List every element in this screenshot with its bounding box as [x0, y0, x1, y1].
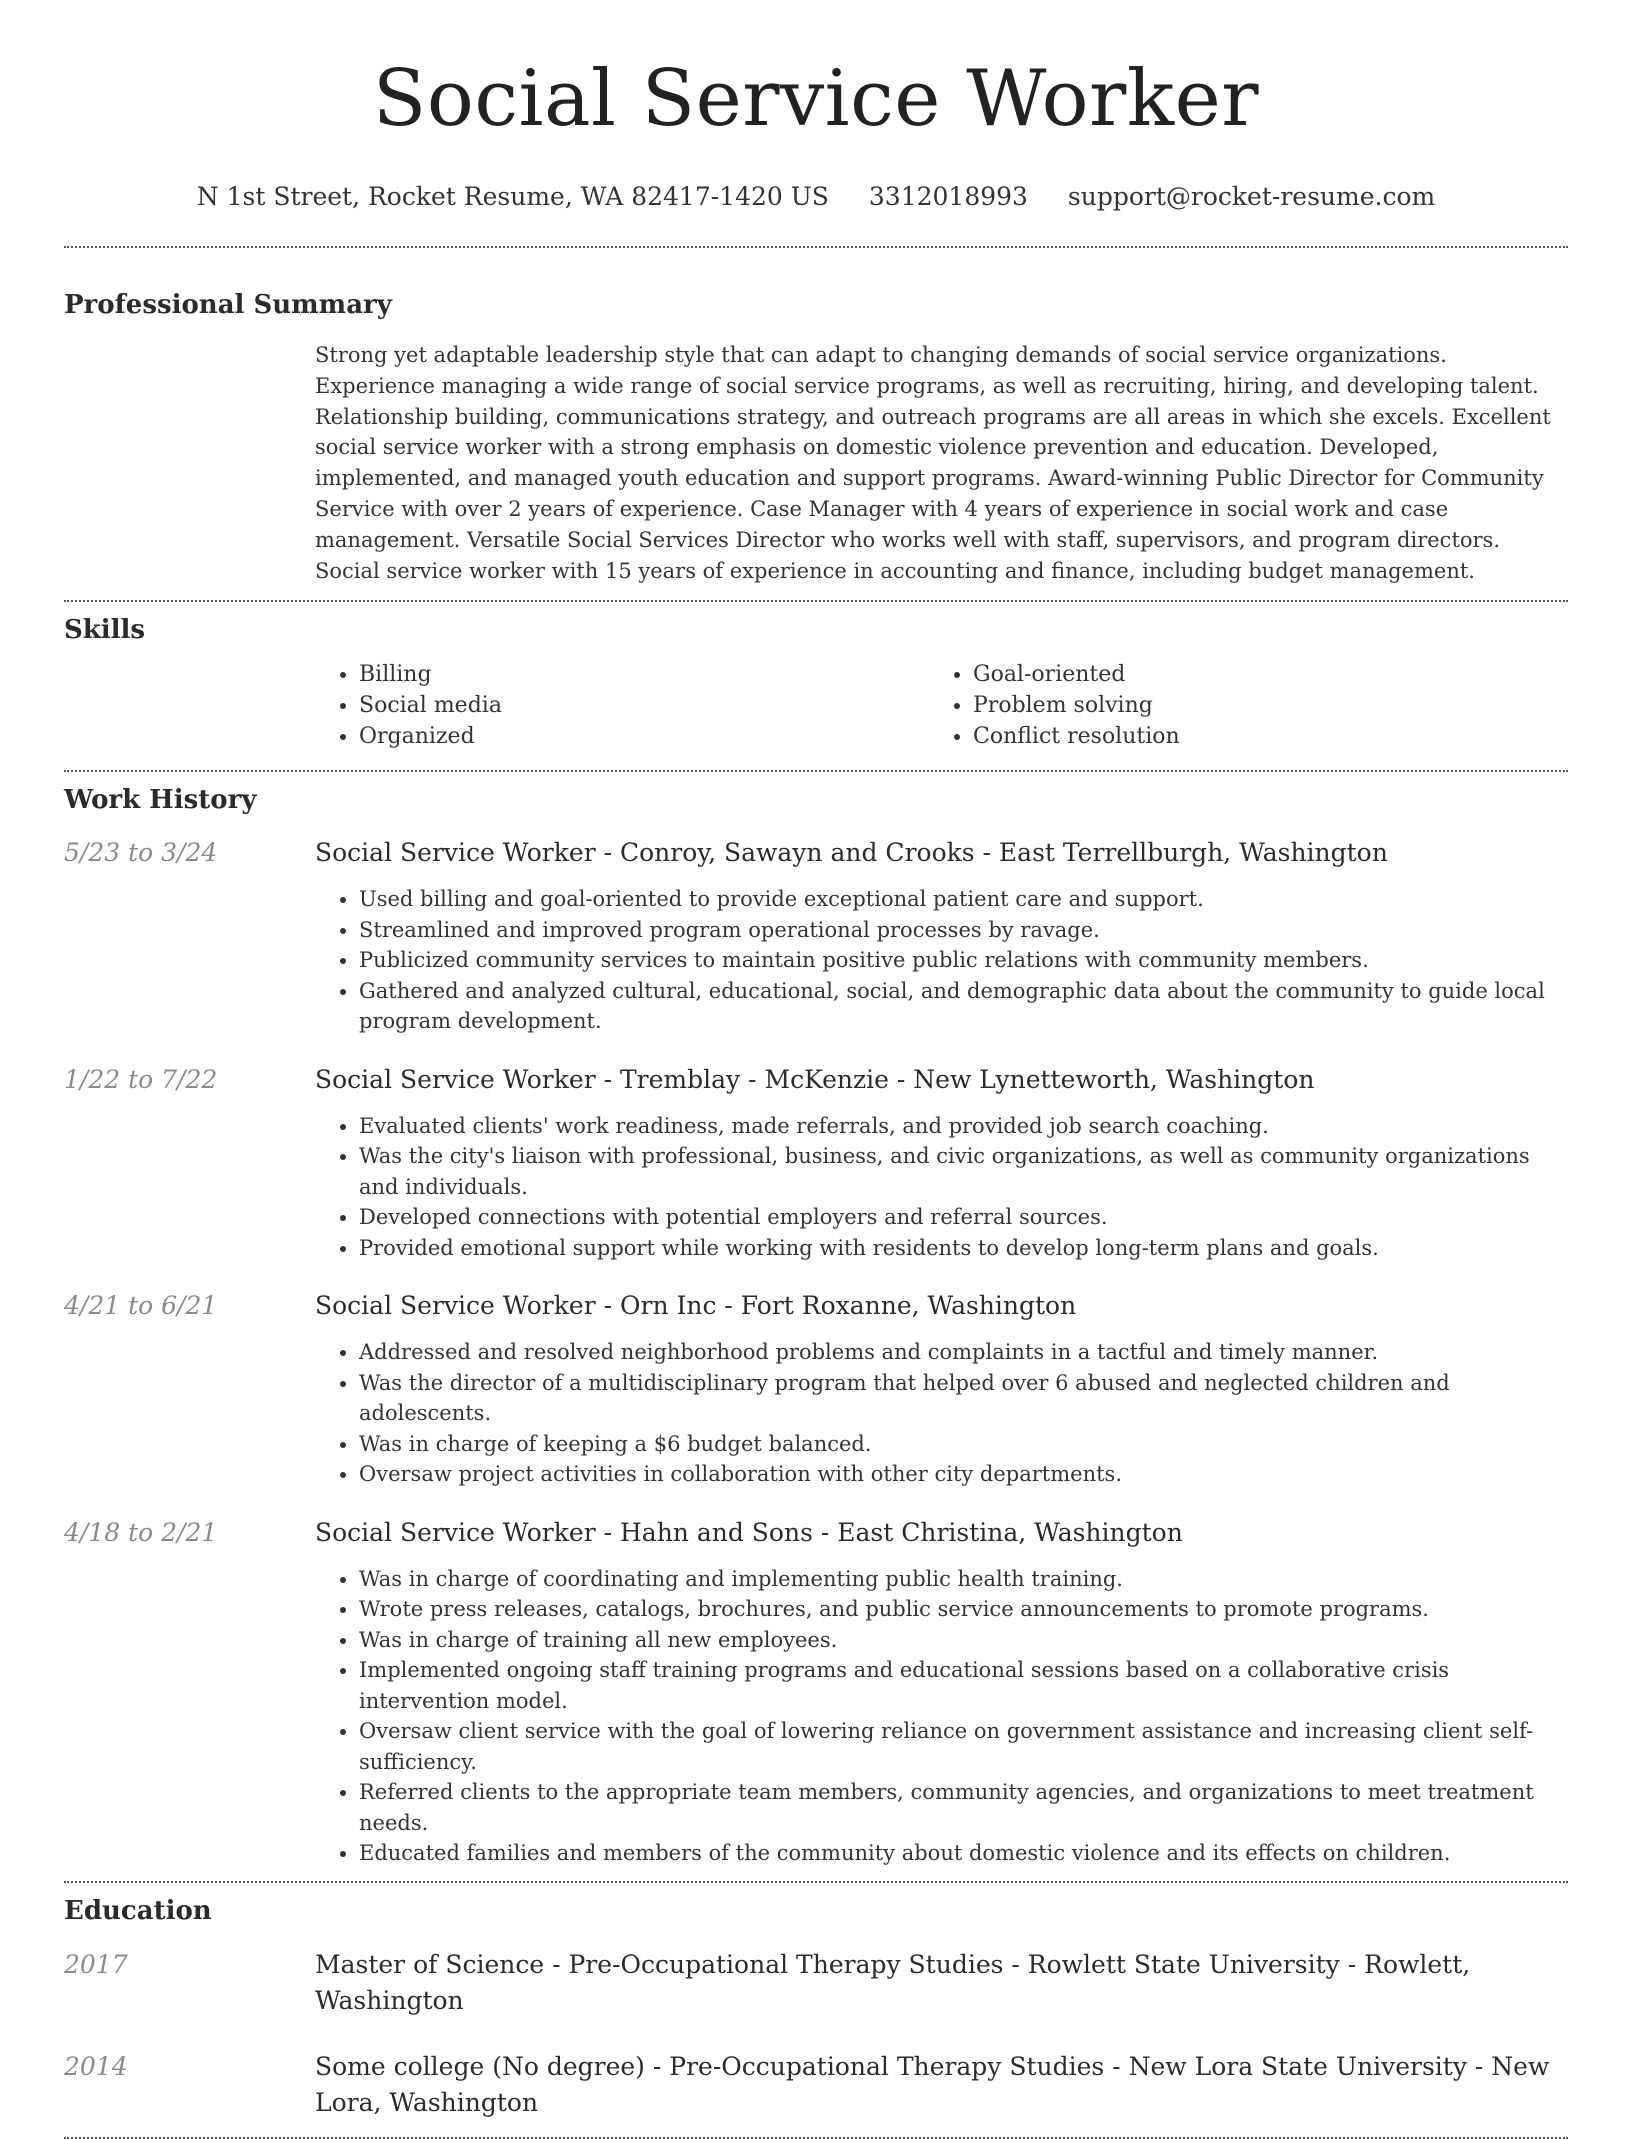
job-dates: 1/22 to 7/22 [64, 1064, 218, 1094]
job-bullet: • Streamlined and improved program operational processes by ravage. [359, 915, 1568, 946]
job-bullet: • Oversaw project activities in collaboration with other city departments. [359, 1459, 1568, 1490]
job-bullet: • Developed connections with potential employers and referral sources. [359, 1202, 1568, 1233]
education-title-text: Some college (No degree) - Pre-Occupational Therapy Studies - New Lora State University - New Lora, Washington [315, 2051, 1550, 2117]
contact-phone: 3312018993 [868, 182, 1028, 211]
job-entry [64, 836, 1568, 1037]
job-dates: 4/21 to 6/21 [64, 1291, 218, 1321]
education-title: Education [64, 1895, 212, 1926]
education-section [64, 1895, 1568, 2121]
job-title: Social Service Worker - Orn Inc - Fort Roxanne, Washington [315, 1291, 1077, 1321]
contact-address: N 1st Street, Rocket Resume, WA 82417-1420 US [196, 182, 829, 211]
job-bullet: • Wrote press releases, catalogs, brochures, and public service announcements to promote programs. [359, 1594, 1568, 1625]
job-bullet: • Was in charge of keeping a $6 budget balanced. [359, 1429, 1568, 1460]
job-bullets [315, 1564, 1568, 1869]
job-bullet: • Implemented ongoing staff training programs and educational sessions based on a collaborative crisis intervention model. [359, 1655, 1568, 1716]
job-bullet: • Was the city's liaison with professional, business, and civic organizations, as well as community organizations and individuals. [359, 1141, 1568, 1202]
job-entry [64, 1063, 1568, 1264]
summary-section [64, 289, 1568, 586]
work-history-title: Work History [64, 785, 257, 816]
job-dates: 4/18 to 2/21 [64, 1517, 218, 1547]
job-title: Social Service Worker - Tremblay - McKenzie - New Lynetteworth, Washington [315, 1064, 1315, 1094]
job-bullet: • Evaluated clients' work readiness, made referrals, and provided job search coaching. [359, 1111, 1568, 1142]
job-bullet: • Gathered and analyzed cultural, educational, social, and demographic data about the community to guide local program development. [359, 976, 1568, 1037]
job-bullet: • Was in charge of training all new employees. [359, 1625, 1568, 1656]
education-year: 2014 [64, 2051, 128, 2081]
job-bullet: • Was in charge of coordinating and implementing public health training. [359, 1564, 1568, 1595]
divider [64, 1881, 1568, 1883]
summary-title: Professional Summary [64, 290, 392, 320]
resume-name: Social Service Worker [372, 54, 1260, 144]
skills-section [64, 614, 1568, 752]
job-bullet: • Used billing and goal-oriented to provide exceptional patient care and support. [359, 884, 1568, 915]
skill-item: • Billing [359, 659, 929, 690]
skills-column-left [315, 659, 929, 752]
divider [64, 770, 1568, 772]
skills-column-right [929, 659, 1543, 752]
summary-text: Strong yet adaptable leadership style that can adapt to changing demands of social service organizations. Experience managing a wide range of social service programs, as well as recruiting, hiring, and developing talent. Relationship building, communications strategy, and outreach programs are all areas in which she excels. Excellent social service worker with a strong emphasis on domestic violence prevention and education. Developed, implemented, and managed youth education and support programs. Award-winning Public Director for Community Service with over 2 years of experience. Case Manager with 4 years of experience in social work and case management. Versatile Social Services Director who works well with staff, supervisors, and program directors. Social service worker with 15 years of experience in accounting and finance, including budget management. [315, 343, 1551, 583]
contact-email: support@rocket-resume.com [1067, 182, 1436, 211]
job-bullet: • Publicized community services to maintain positive public relations with community members. [359, 945, 1568, 976]
contact-line [64, 182, 1568, 212]
skills-title: Skills [64, 615, 146, 646]
skill-item: • Goal-oriented [973, 659, 1543, 690]
divider [64, 246, 1568, 248]
job-bullet: • Oversaw client service with the goal of lowering reliance on government assistance and increasing client self-sufficiency. [359, 1716, 1568, 1777]
job-entry [64, 1516, 1568, 1869]
job-dates: 5/23 to 3/24 [64, 838, 218, 868]
education-title-text: Master of Science - Pre-Occupational Therapy Studies - Rowlett State University - Rowlett, Washington [315, 1949, 1471, 2015]
job-title: Social Service Worker - Conroy, Sawayn and Crooks - East Terrellburgh, Washington [315, 838, 1388, 868]
job-entry [64, 1289, 1568, 1490]
education-entry [64, 2049, 1568, 2121]
job-bullet: • Provided emotional support while working with residents to develop long-term plans and goals. [359, 1233, 1568, 1264]
skill-item: • Organized [359, 721, 929, 752]
divider [64, 600, 1568, 602]
education-entry [64, 1947, 1568, 2019]
job-bullet: • Addressed and resolved neighborhood problems and complaints in a tactful and timely manner. [359, 1337, 1568, 1368]
skills-list [315, 659, 1568, 752]
skill-item: • Problem solving [973, 690, 1543, 721]
job-title: Social Service Worker - Hahn and Sons - East Christina, Washington [315, 1517, 1183, 1547]
skill-item: • Conflict resolution [973, 721, 1543, 752]
job-bullet: • Educated families and members of the community about domestic violence and its effects on children. [359, 1838, 1568, 1869]
work-history-section [64, 784, 1568, 1869]
job-bullets [315, 1111, 1568, 1264]
education-year: 2017 [64, 1949, 128, 1979]
job-bullets [315, 1337, 1568, 1490]
job-bullet: • Referred clients to the appropriate team members, community agencies, and organizations to meet treatment needs. [359, 1777, 1568, 1838]
job-bullet: • Was the director of a multidisciplinary program that helped over 6 abused and neglected children and adolescents. [359, 1368, 1568, 1429]
skill-item: • Social media [359, 690, 929, 721]
job-bullets [315, 884, 1568, 1037]
